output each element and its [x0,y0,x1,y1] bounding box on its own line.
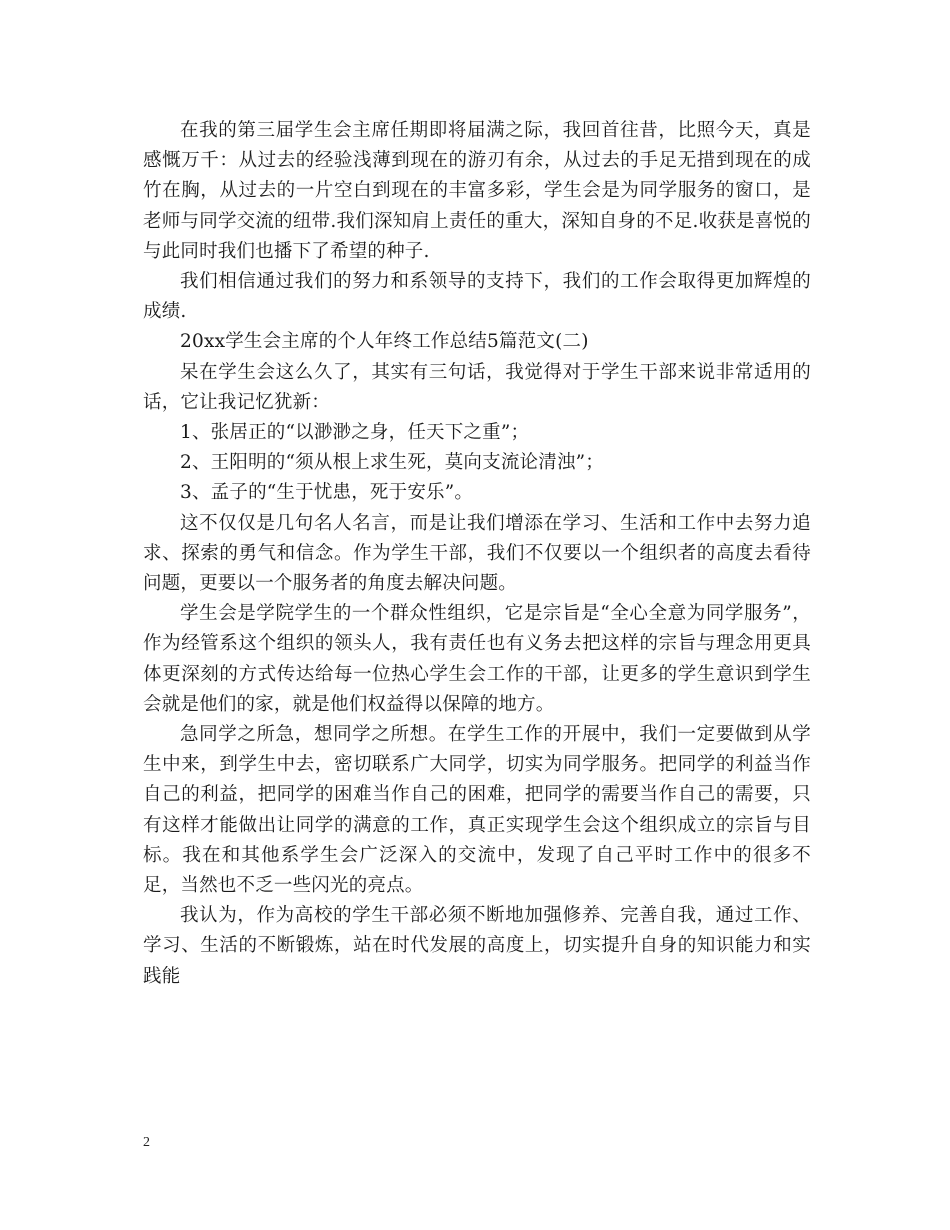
paragraph: 学生会是学院学生的一个群众性组织，它是宗旨是“全心全意为同学服务”，作为经管系这个组织的领头人，我有责任也有义务去把这样的宗旨与理念用更具体更深刻的方式传达给每一位热心学生会工作的干部，让更多的学生意识到学生会就是他们的家，就是他们权益得以保障的地方。 [143,603,811,715]
page-number: 2 [143,1135,150,1150]
paragraph: 我们相信通过我们的努力和系领导的支持下，我们的工作会取得更加辉煌的成绩. [143,271,811,323]
paragraph: 在我的第三届学生会主席任期即将届满之际，我回首往昔，比照今天，真是感慨万千：从过去的经验浅薄到现在的游刃有余，从过去的手足无措到现在的成竹在胸，从过去的一片空白到现在的丰富多彩，学生会是为同学服务的窗口，是老师与同学交流的纽带.我们深知肩上责任的重大，深知自身的不足.收获是喜悦的与此同时我们也播下了希望的种子. [143,120,811,262]
list-item: 3、孟子的“生于忧患，死于安乐”。 [180,482,474,504]
paragraph: 这不仅仅是几句名人名言，而是让我们增添在学习、生活和工作中去努力追求、探索的勇气和信念。作为学生干部，我们不仅要以一个组织者的高度去看待问题，更要以一个服务者的角度去解决问题。 [143,512,811,595]
paragraph: 急同学之所急，想同学之所想。在学生工作的开展中，我们一定要做到从学生中来，到学生中去，密切联系广大同学，切实为同学服务。把同学的利益当作自己的利益，把同学的困难当作自己的困难，把同学的需要当作自己的需要，只有这样才能做出让同学的满意的工作，真正实现学生会这个组织成立的宗旨与目标。我在和其他系学生会广泛深入的交流中，发现了自己平时工作中的很多不足，当然也不乏一些闪光的亮点。 [143,724,811,897]
paragraph: 我认为，作为高校的学生干部必须不断地加强修养、完善自我，通过工作、学习、生活的不断锻炼，站在时代发展的高度上，切实提升自身的知识能力和实践能 [143,905,811,987]
paragraph: 呆在学生会这么久了，其实有三句话，我觉得对于学生干部来说非常适用的话，它让我记忆犹新： [143,361,811,413]
list-item: 1、张居正的“以渺渺之身，任天下之重”； [180,422,530,444]
list-item: 2、王阳明的“须从根上求生死，莫向支流论清浊”； [180,452,604,474]
document-body [143,116,811,992]
section-heading: 20xx学生会主席的个人年终工作总结5篇范文(二) [180,331,589,353]
